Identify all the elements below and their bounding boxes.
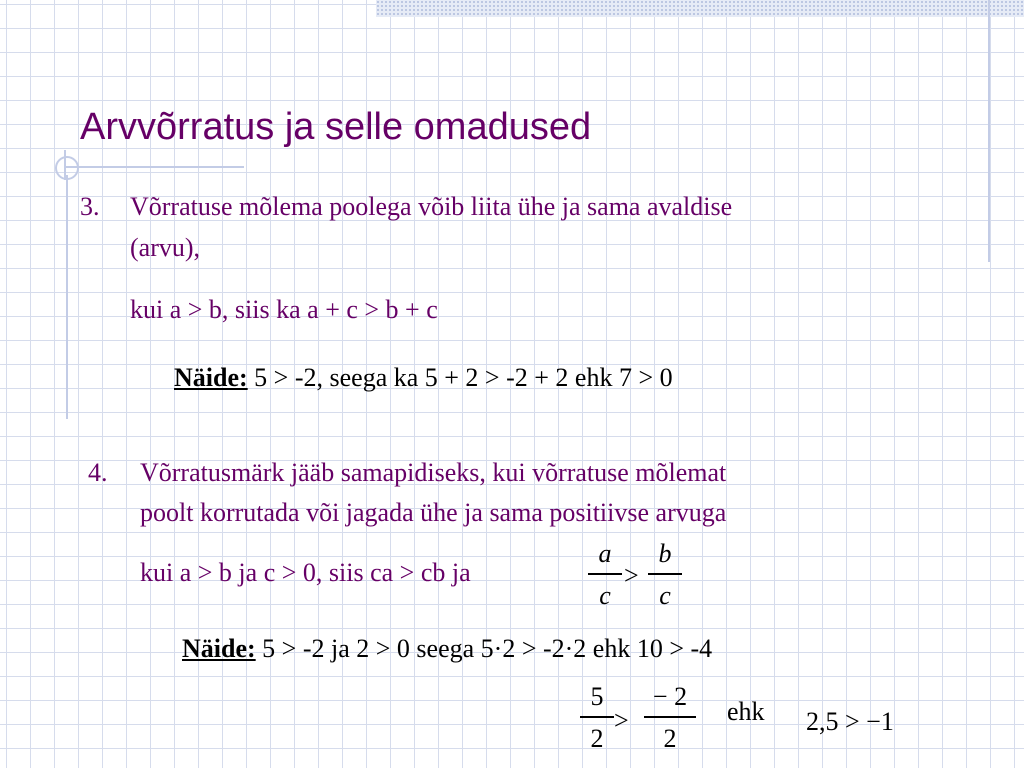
top-decorative-band bbox=[376, 0, 1024, 17]
item4-example bbox=[182, 634, 712, 664]
item3-line1: Võrratuse mõlema poolega võib liita ühe ja sama avaldise bbox=[130, 192, 733, 221]
right-decorative-line bbox=[988, 0, 990, 262]
item3-example-text: 5 > -2, seega ka 5 + 2 > -2 + 2 ehk 7 > 0 bbox=[247, 363, 673, 392]
item3-example bbox=[174, 363, 673, 393]
relation-sign: > bbox=[614, 706, 629, 735]
circle-ornament bbox=[55, 156, 79, 180]
fraction-bar bbox=[644, 716, 696, 718]
fraction-bar bbox=[648, 573, 682, 575]
left-decorative-line bbox=[66, 175, 68, 419]
ehk-word: ehk bbox=[727, 697, 765, 726]
item3-number: 3. bbox=[80, 192, 100, 221]
fraction-denominator: 2 bbox=[663, 723, 677, 753]
item4-line1: Võrratusmärk jääb samapidiseks, kui võrratuse mõlemat bbox=[140, 458, 727, 487]
fraction-numerator: − 2 bbox=[652, 682, 688, 711]
item4-line2: poolt korrutada või jagada ühe ja sama positiivse arvuga bbox=[140, 498, 727, 527]
fraction-bar bbox=[588, 573, 622, 575]
item4-rule: kui a > b ja c > 0, siis ca > cb ja bbox=[140, 558, 471, 587]
item4-example-label: Näide: bbox=[182, 634, 256, 663]
relation-sign: > bbox=[624, 561, 639, 590]
fraction-numerator: 5 bbox=[590, 682, 604, 711]
fraction-b-over-c bbox=[648, 541, 682, 609]
fraction-bar bbox=[580, 716, 614, 718]
item4-number: 4. bbox=[88, 458, 108, 487]
cross-ornament bbox=[64, 150, 66, 180]
result-inequality: 2,5 > −1 bbox=[806, 707, 894, 736]
fraction-denominator: 2 bbox=[590, 723, 604, 753]
item4-example-text: 5 > -2 ja 2 > 0 seega 5·2 > -2·2 ehk 10 > -4 bbox=[255, 634, 713, 663]
fraction-denominator: c bbox=[599, 580, 611, 610]
fraction-neg2-over-2 bbox=[644, 684, 696, 752]
item3-example-label: Näide: bbox=[174, 363, 248, 392]
title-underline bbox=[66, 166, 244, 168]
fraction-numerator: b bbox=[658, 539, 672, 568]
fraction-a-over-c bbox=[588, 541, 622, 609]
fraction-denominator: c bbox=[659, 580, 671, 610]
item3-line2: (arvu), bbox=[130, 233, 201, 262]
slide-title: Arvvõrratus ja selle omadused bbox=[80, 106, 592, 148]
fraction-5-over-2 bbox=[580, 684, 614, 752]
fraction-numerator: a bbox=[598, 539, 612, 568]
item3-rule: kui a > b, siis ka a + c > b + c bbox=[130, 295, 438, 324]
